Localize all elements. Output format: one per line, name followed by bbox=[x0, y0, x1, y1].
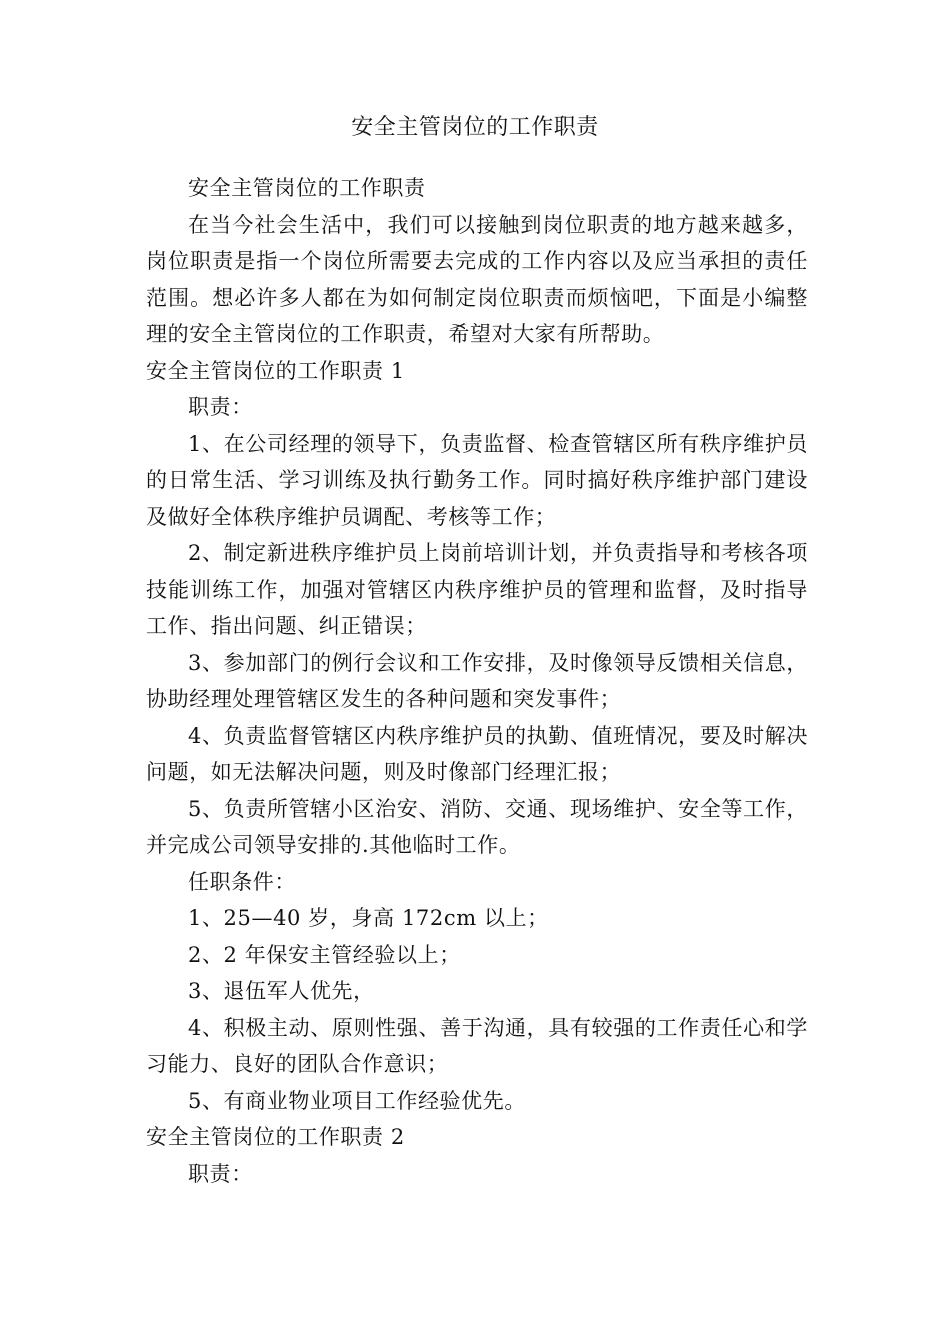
section1-requirements-label: 任职条件： bbox=[188, 869, 296, 894]
intro-paragraph: 在当今社会生活中，我们可以接触到岗位职责的地方越来越多，岗位职责是指一个岗位所需要去完成的工作内容以及应当承担的责任范围。想必许多人都在为如何制定岗位职责而烦恼吧，下面是小编整理的安全主管岗位的工作职责，希望对大家有所帮助。 bbox=[146, 212, 808, 346]
document-body bbox=[146, 170, 808, 1192]
section1-duties-label: 职责： bbox=[188, 395, 253, 419]
section1-duty-item: 2、制定新进秩序维护员上岗前培训计划，并负责指导和考核各项技能训练工作，加强对管辖区内秩序维护员的管理和监督，及时指导工作、指出问题、纠正错误； bbox=[146, 541, 808, 638]
document-title: 安全主管岗位的工作职责 bbox=[351, 115, 599, 140]
subtitle: 安全主管岗位的工作职责 bbox=[188, 176, 426, 200]
section2-heading: 安全主管岗位的工作职责 2 bbox=[146, 1125, 405, 1149]
section1-duty-item: 5、负责所管辖小区治安、消防、交通、现场维护、安全等工作，并完成公司领导安排的.其他临时工作。 bbox=[146, 796, 808, 857]
section1-requirement-item: 2、2 年保安主管经验以上； bbox=[188, 942, 461, 967]
section2-duties-label: 职责： bbox=[188, 1161, 253, 1186]
section1-duty-item: 4、负责监督管辖区内秩序维护员的执勤、值班情况，要及时解决问题，如无法解决问题，则及时像部门经理汇报； bbox=[146, 723, 808, 784]
section1-heading: 安全主管岗位的工作职责 1 bbox=[146, 358, 405, 383]
section1-requirement-item: 1、25—40 岁，身高 172cm 以上； bbox=[188, 906, 549, 930]
section1-requirement-item: 5、有商业物业项目工作经验优先。 bbox=[188, 1088, 526, 1113]
section1-requirement-item: 4、积极主动、原则性强、善于沟通，具有较强的工作责任心和学习能力、良好的团队合作意识； bbox=[146, 1015, 808, 1076]
section1-requirement-item: 3、退伍军人优先， bbox=[188, 979, 375, 1003]
section1-duty-item: 1、在公司经理的领导下，负责监督、检查管辖区所有秩序维护员的日常生活、学习训练及执行勤务工作。同时搞好秩序维护部门建设及做好全体秩序维护员调配、考核等工作； bbox=[146, 431, 808, 529]
section1-duty-item: 3、参加部门的例行会议和工作安排，及时像领导反馈相关信息，协助经理处理管辖区发生的各种问题和突发事件； bbox=[146, 650, 808, 711]
